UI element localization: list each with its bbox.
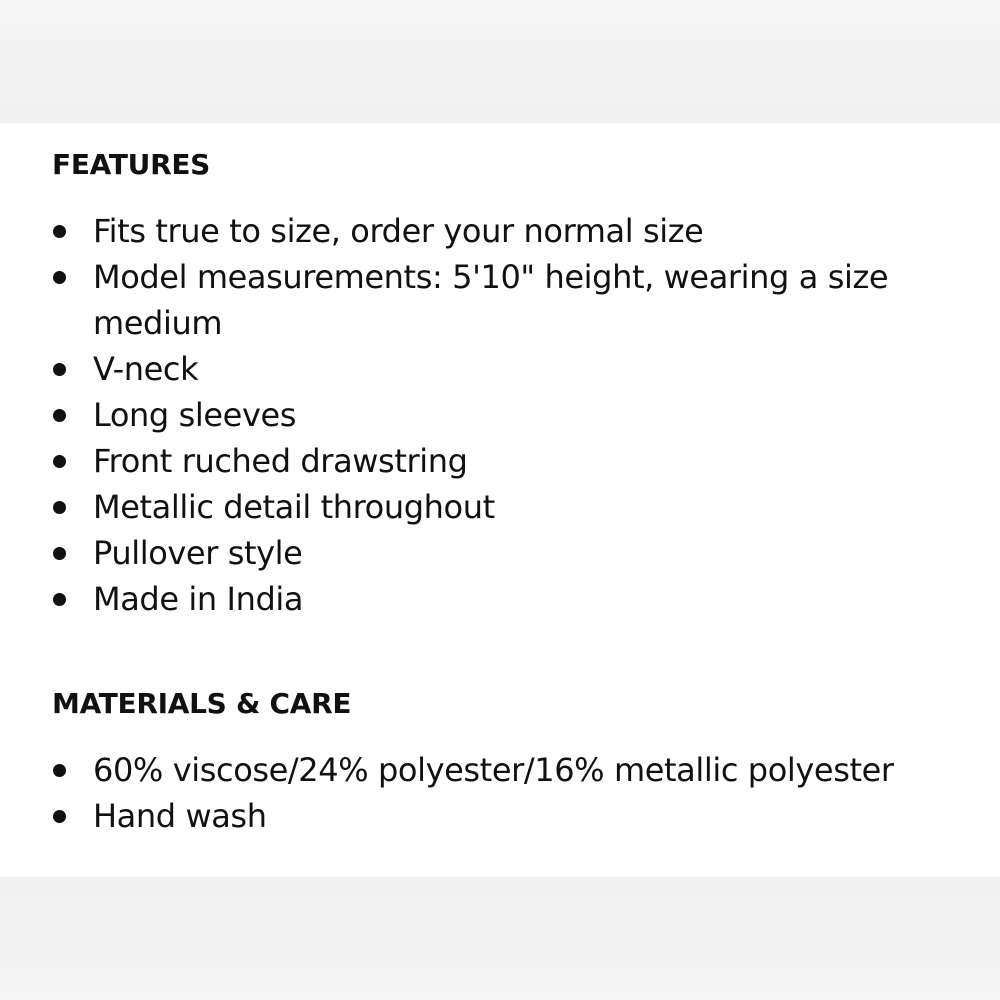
bottom-background	[0, 877, 1000, 1000]
bullet-dot-icon	[53, 271, 66, 284]
materials-care-heading: MATERIALS & CARE	[52, 687, 352, 720]
list-item	[0, 484, 943, 530]
materials-care-list	[0, 747, 1000, 839]
list-item	[0, 392, 943, 438]
list-item-text: V-neck	[93, 350, 199, 388]
bullet-dot-icon	[53, 547, 66, 560]
list-item	[0, 254, 943, 346]
list-item	[0, 346, 943, 392]
list-item-text: Metallic detail throughout	[93, 488, 495, 526]
list-item-text: Made in India	[93, 580, 304, 618]
bullet-dot-icon	[53, 810, 66, 823]
bullet-dot-icon	[53, 455, 66, 468]
list-item-text: Fits true to size, order your normal size	[93, 212, 704, 250]
list-item	[0, 208, 943, 254]
list-item-text: Pullover style	[93, 534, 303, 572]
list-item	[0, 438, 943, 484]
bullet-dot-icon	[53, 593, 66, 606]
list-item-text: 60% viscose/24% polyester/16% metallic polyester	[93, 751, 894, 789]
bullet-dot-icon	[53, 501, 66, 514]
top-background	[0, 0, 1000, 123]
features-list	[0, 208, 1000, 622]
bullet-dot-icon	[53, 363, 66, 376]
list-item	[0, 576, 943, 622]
bullet-dot-icon	[53, 409, 66, 422]
list-item	[0, 793, 943, 839]
list-item	[0, 530, 943, 576]
list-item	[0, 747, 943, 793]
list-item-text: Long sleeves	[93, 396, 297, 434]
features-heading: FEATURES	[52, 148, 211, 181]
bullet-dot-icon	[53, 764, 66, 777]
bullet-dot-icon	[53, 225, 66, 238]
list-item-text: Hand wash	[93, 797, 267, 835]
list-item-text: Front ruched drawstring	[93, 442, 468, 480]
list-item-text: Model measurements: 5'10" height, wearing a size medium	[93, 258, 889, 342]
